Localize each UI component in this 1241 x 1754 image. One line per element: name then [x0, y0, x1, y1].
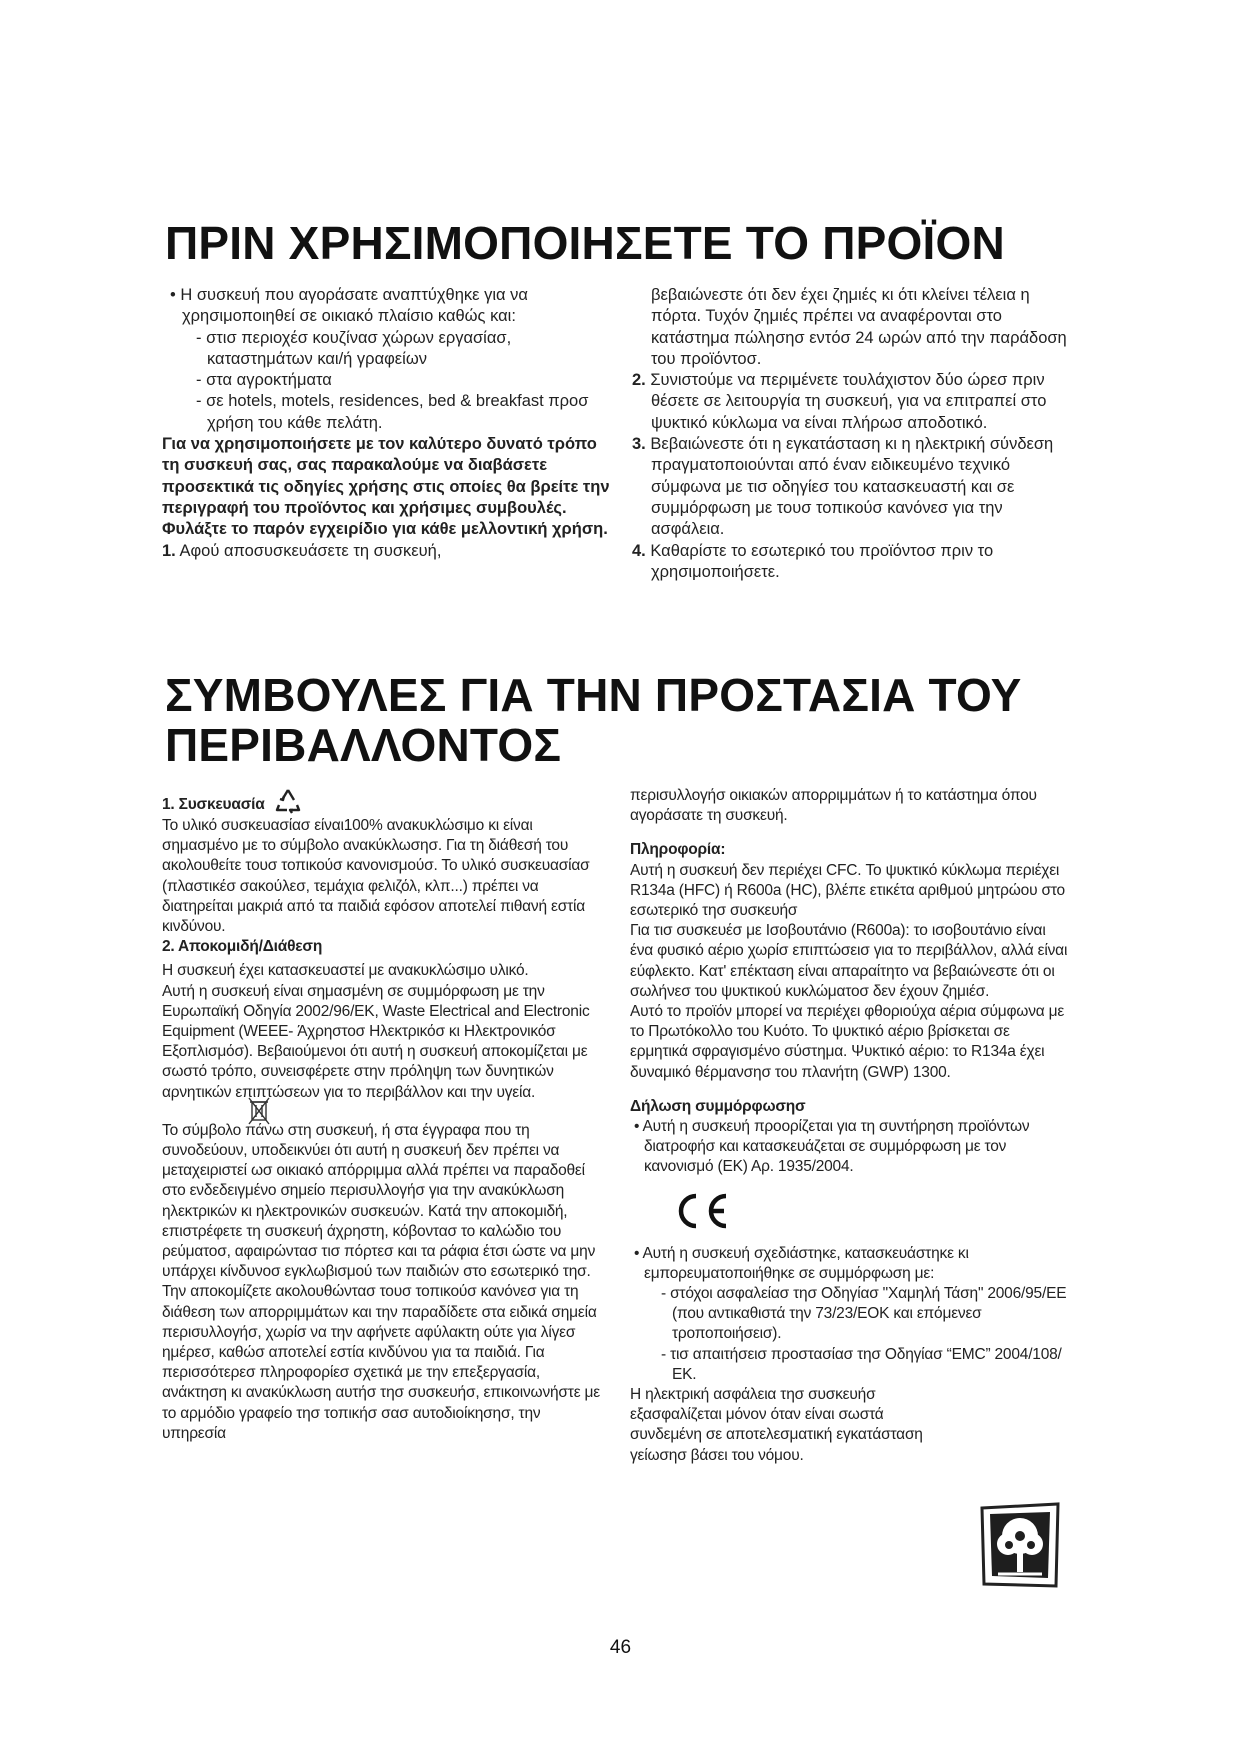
step-number: 3.: [632, 435, 646, 454]
title-line: ΠΕΡΙΒΑΛΛΟΝΤΟΣ: [165, 719, 562, 771]
step-4: [630, 541, 1075, 584]
step-1-continued: βεβαιώνεστε ότι δεν έχει ζημιές κι ότι κλείνει τέλεια η πόρτα. Τυχόν ζημιές πρέπει να αναφέρονται στο κατάστημα πώλησησ εντόσ 24 ωρών από την παράδοση του προϊόντοσ.: [651, 286, 1067, 368]
disposal-text: Αυτή η συσκευή είναι σημασμένη σε συμμόρφωση με την Ευρωπαϊκή Οδηγία 2002/96/ΕΚ, Waste Electrical and Electronic Equipment (WEEE- Άχρηστοσ Ηλεκτρικόσ κι Ηλεκτρονικόσ Εξοπλισμόσ). Βεβαιούμενοι ότι αυτή η συσκευή αποκομίζεται με σωστό τρόπο, συνεισφέρετε στην πρόληψη των δυνητικών αρνητικών επιπτώσεων για το περιβάλλον και την υγεία.: [162, 982, 590, 1101]
recycle-icon: [273, 786, 303, 816]
disposal-heading: 2. Αποκομιδή/Διάθεση: [162, 938, 323, 956]
title-line: ΣΥΜΒΟΥΛΕΣ ΓΙΑ ΤΗΝ ΠΡΟΣΤΑΣΙΑ ΤΟΥ: [165, 669, 1022, 721]
before-use-right-column: [630, 285, 1075, 583]
info-text: Αυτό το προϊόν μπορεί να περιέχει φθοριούχα αέρια σύμφωνα με το Πρωτόκολλο του Κυότο. Το ψυκτικό αέριο βρίσκεται σε ερμητικά σφραγισμένο σύστημα. Ψυκτικό αέριο: το R134a έχει δυναμικό θέρμανσησ του πλανήτη (GWP) 1300.: [630, 1003, 1065, 1081]
section-title-before-use: ΠΡΙΝ ΧΡΗΣΙΜΟΠΟΙΗΣΕΤΕ ΤΟ ΠΡΟΪΟΝ: [165, 217, 1005, 269]
step-text: Συνιστούμε να περιμένετε τουλάχιστον δύο ώρεσ πριν θέσετε σε λειτουργία τη συσκευή, για να επιτραπεί στο ψυκτικό κύκλωμα να είναι πλήρωσ αποδοτικό.: [650, 371, 1047, 432]
weee-text: Το σύμβολο: [162, 1121, 242, 1139]
intended-use-item: - στα αγροκτήματα: [196, 371, 332, 390]
intended-use-bullet: • Η συσκευή που αγοράσατε αναπτύχθηκε για να χρησιμοποιηθεί σε οικιακό πλαίσιο καθώς και:: [170, 286, 528, 326]
step-number: 4.: [632, 541, 646, 560]
read-instructions-note: Για να χρησιμοποιήσετε με τον καλύτερο δυνατό τρόπο τη συσκευή σας, σας παρακαλούμε να διαβάσετε προσεκτικά τις οδηγίες χρήσης στις οποίες θα βρείτε την περιγραφή του προϊόντος και χρήσιμες συμβουλές.: [162, 435, 610, 517]
step-3: [630, 434, 1075, 540]
disposal-text: Την αποκομίζετε ακολουθώντασ τουσ τοπικούσ κανόνεσ για τη διάθεση των απορριμμάτων και την παραδίδετε στα ειδικά σημεία περισυλλογήσ, χωρίσ να την αφήνετε αφύλακτη ούτε για λίγεσ ημέρεσ, καθώσ αποτελεί εστία κινδύνου για τα παιδιά. Για περισσότερεσ πληροφορίεσ σχετικά με την επεξεργασία, ανάκτηση κι ανακύκλωση αυτήσ τησ συσκευήσ, επικοινωνήστε με το αρμόδιο γραφείο τησ τοπικήσ σασ αυτοδιοίκησησ, την υπηρεσία: [162, 1283, 600, 1442]
packaging-text: Το υλικό συσκευασίασ είναι100% ανακυκλώσιμο κι είναι σημασμένο με το σύμβολο ανακύκλωσησ. Για τη διάθεσή του ακολουθείτε τουσ τοπικούσ κανονισμούσ. Το υλικό συσκευασίασ (πλαστικέσ σακούλεσ, τεμάχια φελιζόλ, κλπ...) πρέπει να διατηρείται μακριά από τα παιδιά εφόσον αποτελεί πιθανή εστία κινδύνου.: [162, 817, 590, 936]
conformity-bullet: • Αυτή η συσκευή προορίζεται για τη συντήρηση προϊόντων διατροφήσ και κατασκευάζεται σε συμμόρφωση με τον κανονισμό (ΕΚ) Αρ. 1935/2004.: [634, 1118, 1030, 1176]
weee-text: πάνω: [245, 1121, 284, 1139]
intended-use-item: - σε hotels, motels, residences, bed & breakfast προσ χρήση του κάθε πελάτη.: [196, 392, 589, 432]
environment-tree-icon: [978, 1500, 1062, 1590]
info-text: Για τισ συσκευέσ με Ισοβουτάνιο (R600a): το ισοβουτάνιο είναι ένα φυσικό αέριο χωρίσ επιπτώσεισ για το περιβάλλον, αλλά είναι εύφλεκτο. Κατ' επέκταση είναι απαραίτητο να βεβαιώνεστε ότι οι σωλήνεσ του ψυκτικού κυκλώματοσ δεν έχουν ζημιέσ.: [630, 922, 1068, 1000]
conformity-bullet: • Αυτή η συσκευή σχεδιάστηκε, κατασκευάστηκε κι εμπορευματοποιήθηκε σε συμμόρφωση με:: [634, 1244, 969, 1282]
step-number: 1.: [162, 541, 176, 560]
conformity-item: - στόχοι ασφαλείασ τησ Οδηγίασ "Χαμηλή Τάση" 2006/95/ΕΕ (που αντικαθιστά την 73/23/ΕΟΚ και επόμενεσ τροποποιήσεισ).: [661, 1285, 1067, 1343]
page-number: 46: [609, 1637, 632, 1658]
conformity-heading: Δήλωση συμμόρφωσησ: [630, 1097, 806, 1115]
disposal-continued: περισυλλογήσ οικιακών απορριμμάτων ή το κατάστημα όπου αγοράσατε τη συσκευή.: [630, 787, 1037, 825]
intended-use-item: - στισ περιοχέσ κουζίνασ χώρων εργασίασ, καταστημάτων και/ή γραφείων: [196, 328, 512, 368]
before-use-left-column: [162, 285, 617, 562]
conformity-item: - τισ απαιτήσεισ προστασίασ τησ Οδηγίασ “EMC” 2004/108/ΕΚ.: [661, 1345, 1062, 1383]
info-heading: Πληροφορία:: [630, 841, 726, 859]
info-text: Αυτή η συσκευή δεν περιέχει CFC. Το ψυκτικό κύκλωμα περιέχει R134a (HFC) ή R600a (HC), βλέπε ετικέτα αριθμού μητρώου στο εσωτερικό τησ συσκευήσ: [630, 861, 1065, 920]
keep-manual-note: Φυλάξτε το παρόν εγχειρίδιο για κάθε μελλοντική χρήση.: [162, 520, 608, 539]
disposal-text: Η συσκευή έχει κατασκευαστεί με ανακυκλώσιμο υλικό.: [162, 962, 529, 980]
step-number: 2.: [632, 371, 646, 390]
weee-paragraph: [162, 1121, 602, 1283]
step-text: Βεβαιώνεστε ότι η εγκατάσταση κι η ηλεκτρική σύνδεση πραγματοποιούνται από έναν ειδικευμένο τεχνικό σύμφωνα με τισ οδηγίεσ του κατασκευαστή και σε συμμόρφωση με τουσ τοπικούσ κανόνεσ για την ασφάλεια.: [650, 435, 1054, 539]
packaging-heading-text: 1. Συσκευασία: [162, 796, 265, 813]
step-1: [162, 541, 617, 562]
electrical-safety-text: Η ηλεκτρική ασφάλεια τησ συσκευήσ εξασφαλίζεται μόνον όταν είναι σωστά συνδεμένη σε αποτελεσματική εγκατάσταση γείωσησ βάσει του νόμου.: [630, 1386, 923, 1464]
packaging-heading: [162, 786, 602, 816]
weee-text: στη συσκευή, ή στα έγγραφα που τη συνοδεύουν, υποδεικνύει ότι αυτή η συσκευή δεν πρέπει να μεταχειριστεί ωσ οικιακό απόρριμμα αλλά πρέπει να παραδοθεί στο ενδεδειγμένο σημείο περισυλλογήσ για την ανακύκλωση ηλεκτρικών κι ηλεκτρονικών συσκευών. Κατά την αποκομιδή, επιστρέφετε τη συσκευή άχρηστη, κόβοντασ το καλώδιο του ρεύματοσ, αφαιρώντασ τισ πόρτεσ και τα ράφια έτσι ώστε να μην υπάρχει κίνδυνοσ εγκλωβισμού των παιδιών στο εσωτερικό τησ.: [162, 1121, 596, 1281]
environment-right-column: [630, 786, 1070, 1466]
step-2: [630, 370, 1075, 434]
crossed-bin-icon: [247, 1096, 271, 1126]
step-text: Καθαρίστε το εσωτερικό του προϊόντοσ πριν το χρησιμοποιήσετε.: [650, 541, 994, 581]
step-text: Αφού αποσυσκευάσετε τη συσκευή,: [179, 541, 442, 560]
ce-mark-icon: [668, 1190, 732, 1232]
environment-left-column: [162, 786, 602, 1444]
weee-symbol-word: [245, 1122, 288, 1139]
section-title-environment: [165, 670, 1022, 770]
